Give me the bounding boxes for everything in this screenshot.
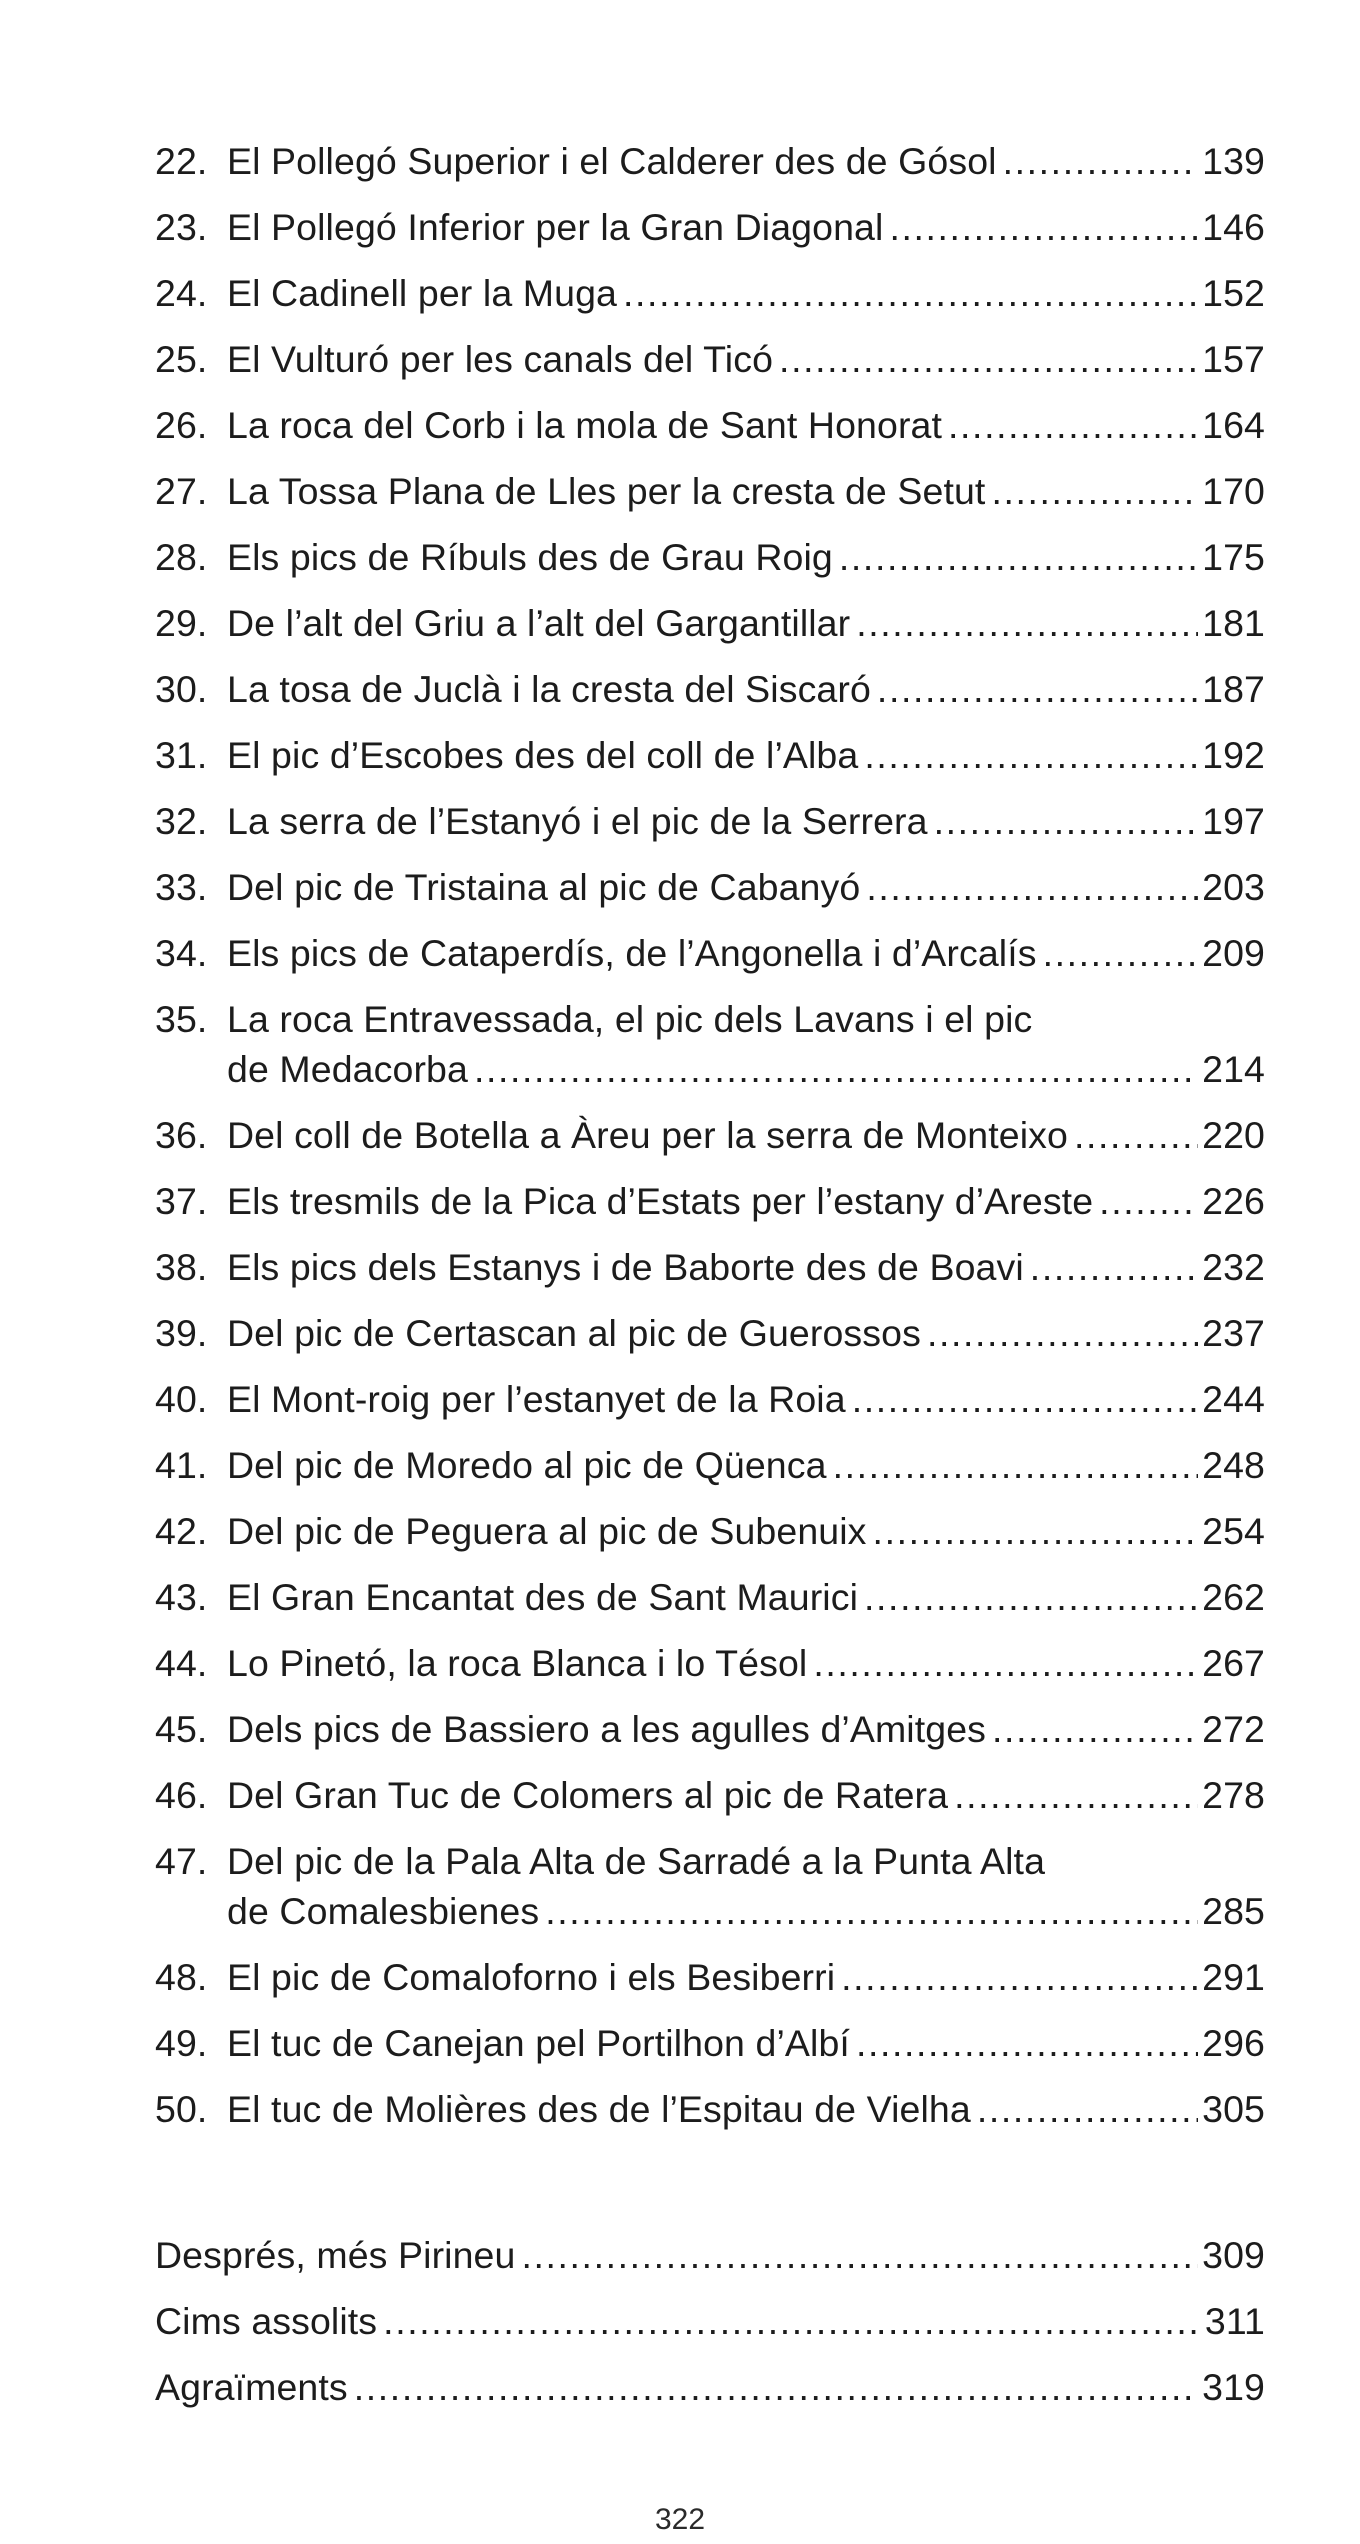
entry-spacing <box>155 1292 1265 1308</box>
toc-entry-number: 28. <box>155 536 208 578</box>
toc-entry-title: El Mont-roig per l’estanyet de la Roia <box>227 1378 846 1420</box>
toc-entry-page: 254 <box>1202 1510 1265 1552</box>
toc-entry-number: 48. <box>155 1956 208 1998</box>
toc-entry-page: 220 <box>1202 1114 1265 1156</box>
toc-entry-number: 26. <box>155 404 208 446</box>
entry-spacing <box>155 2068 1265 2084</box>
toc-entry-number: 39. <box>155 1312 208 1354</box>
toc-entry-line <box>227 532 1265 582</box>
toc-entry-page: 244 <box>1202 1378 1265 1420</box>
toc-entry <box>155 1952 1265 2002</box>
toc-entry-title: Dels pics de Bassiero a les agulles d’Amitges <box>227 1708 987 1750</box>
toc-entry-body <box>227 730 1265 780</box>
toc-entry-page: 181 <box>1202 602 1265 644</box>
entry-spacing <box>155 450 1265 466</box>
toc-entry-line <box>227 334 1265 384</box>
back-matter-entry <box>155 2296 1265 2346</box>
toc-entry-line <box>227 1308 1265 1358</box>
toc-entry-body <box>227 1374 1265 1424</box>
toc-entry-line <box>227 928 1265 978</box>
toc-entry <box>155 1308 1265 1358</box>
toc-entry-line <box>227 862 1265 912</box>
toc-entry-page: 272 <box>1202 1708 1265 1750</box>
entry-spacing <box>155 1820 1265 1836</box>
toc-entry-page: 232 <box>1202 1246 1265 1288</box>
toc-entry-line <box>227 796 1265 846</box>
toc-entry-page: 267 <box>1202 1642 1265 1684</box>
toc-entry-line <box>227 730 1265 780</box>
dot-leader <box>991 466 1198 516</box>
toc-entry-body <box>227 1770 1265 1820</box>
toc-entry-body <box>227 1176 1265 1226</box>
entry-spacing <box>155 2002 1265 2018</box>
entry-spacing <box>155 2412 1265 2428</box>
toc-entry-title: El Gran Encantat des de Sant Maurici <box>227 1576 859 1618</box>
toc-entry-line <box>227 1044 1265 1094</box>
entry-spacing <box>155 186 1265 202</box>
toc-entry-line <box>227 136 1265 186</box>
entry-spacing <box>155 1622 1265 1638</box>
toc-entry-title: El tuc de Molières des de l’Espitau de Vielha <box>227 2088 971 2130</box>
entry-spacing <box>155 516 1265 532</box>
toc-entry <box>155 1176 1265 1226</box>
page-number: 322 <box>654 2503 706 2536</box>
entry-spacing <box>155 1936 1265 1952</box>
dot-leader <box>839 532 1198 582</box>
toc-entry-page: 187 <box>1202 668 1265 710</box>
toc-entry-page: 192 <box>1202 734 1265 776</box>
toc-entry-body <box>227 1506 1265 1556</box>
dot-leader <box>383 2296 1201 2346</box>
toc-entry-body <box>227 1952 1265 2002</box>
dot-leader <box>954 1770 1198 1820</box>
toc-entry-title: Del coll de Botella a Àreu per la serra de Monteixo <box>227 1114 1068 1156</box>
toc-entry-body <box>227 466 1265 516</box>
toc-entry-page: 139 <box>1202 140 1265 182</box>
dot-leader <box>521 2230 1198 2280</box>
toc-entry-number: 34. <box>155 932 208 974</box>
entry-spacing <box>155 780 1265 796</box>
toc-entry-page: 226 <box>1202 1180 1265 1222</box>
toc-entry-page: 296 <box>1202 2022 1265 2064</box>
toc-entry <box>155 136 1265 186</box>
entry-spacing <box>155 1358 1265 1374</box>
dot-leader <box>545 1886 1198 1936</box>
toc-entry-title: La serra de l’Estanyó i el pic de la Serrera <box>227 800 928 842</box>
toc-entry-number: 32. <box>155 800 208 842</box>
dot-leader <box>948 400 1198 450</box>
toc-entry-line <box>227 2018 1265 2068</box>
section-spacer <box>155 2150 1265 2230</box>
toc-entry-page: 157 <box>1202 338 1265 380</box>
entry-spacing <box>155 648 1265 664</box>
dot-leader <box>856 598 1198 648</box>
toc-entry-body <box>155 2296 1265 2346</box>
toc-entry-page: 203 <box>1202 866 1265 908</box>
toc-entry-line <box>227 1704 1265 1754</box>
toc-entry-title: El Cadinell per la Muga <box>227 272 618 314</box>
dot-leader <box>866 862 1198 912</box>
toc-entry-number: 24. <box>155 272 208 314</box>
toc-entry-line <box>155 2296 1265 2346</box>
dot-leader <box>864 730 1198 780</box>
toc-entry <box>155 1572 1265 1622</box>
dot-leader <box>1043 928 1199 978</box>
toc-entry <box>155 664 1265 714</box>
toc-entry-title: La tosa de Juclà i la cresta del Siscaró <box>227 668 871 710</box>
toc-entry-body <box>227 598 1265 648</box>
dot-leader <box>841 1952 1198 2002</box>
entry-spacing <box>155 714 1265 730</box>
toc-entry-line <box>155 2362 1265 2412</box>
toc-entry-number: 42. <box>155 1510 208 1552</box>
toc-entry-number: 33. <box>155 866 208 908</box>
toc-entry-body <box>227 532 1265 582</box>
dot-leader <box>877 664 1198 714</box>
toc-entry-title: De l’alt del Griu a l’alt del Gargantillar <box>227 602 851 644</box>
toc-entry <box>155 1242 1265 1292</box>
toc-entry-body <box>227 994 1265 1094</box>
dot-leader <box>977 2084 1198 2134</box>
entry-spacing <box>155 2134 1265 2150</box>
toc-entry <box>155 598 1265 648</box>
toc-entry-page: 319 <box>1202 2366 1265 2408</box>
dot-leader <box>927 1308 1198 1358</box>
toc-entry-number: 27. <box>155 470 208 512</box>
toc-entry-line <box>227 2084 1265 2134</box>
toc-entry <box>155 466 1265 516</box>
toc-entry-body <box>227 1110 1265 1160</box>
toc-entry <box>155 1506 1265 1556</box>
dot-leader <box>1030 1242 1198 1292</box>
toc-entry-title: Del pic de la Pala Alta de Sarradé a la Punta Alta <box>227 1840 1046 1882</box>
toc-entry-title: Els pics de Ríbuls des de Grau Roig <box>227 536 833 578</box>
toc-entry-body <box>227 268 1265 318</box>
toc-entry-number: 25. <box>155 338 208 380</box>
toc-entry-number: 45. <box>155 1708 208 1750</box>
toc-entry <box>155 1110 1265 1160</box>
toc-entry-line <box>155 2230 1265 2280</box>
entry-spacing <box>155 1424 1265 1440</box>
toc-entry-line <box>227 202 1265 252</box>
toc-entry-page: 278 <box>1202 1774 1265 1816</box>
toc-entry-number: 46. <box>155 1774 208 1816</box>
dot-leader <box>889 202 1198 252</box>
toc-entry-body <box>227 400 1265 450</box>
toc-entry-title: El Pollegó Inferior per la Gran Diagonal <box>227 206 884 248</box>
toc-entry-title: Del pic de Certascan al pic de Guerossos <box>227 1312 921 1354</box>
toc-entry-title: de Medacorba <box>227 1048 468 1090</box>
toc-entry-line <box>227 1572 1265 1622</box>
toc-entry-number: 31. <box>155 734 208 776</box>
toc-entry-number: 36. <box>155 1114 208 1156</box>
dot-leader <box>474 1044 1198 1094</box>
toc-entry <box>155 730 1265 780</box>
toc-entry-body <box>227 1572 1265 1622</box>
toc-entry-title: Del pic de Moredo al pic de Qüenca <box>227 1444 827 1486</box>
toc-entry-title: Després, més Pirineu <box>155 2234 516 2276</box>
toc-entry-title: Els pics dels Estanys i de Baborte des de Boavi <box>227 1246 1024 1288</box>
toc-entry <box>155 1440 1265 1490</box>
back-matter-entry <box>155 2362 1265 2412</box>
dot-leader <box>1074 1110 1198 1160</box>
table-of-contents <box>155 136 1265 2428</box>
toc-entry-line <box>227 1886 1265 1936</box>
toc-entry-body <box>227 1638 1265 1688</box>
entry-spacing <box>155 384 1265 400</box>
toc-entry-line <box>227 1952 1265 2002</box>
toc-entry-body <box>227 202 1265 252</box>
toc-entry-number: 22. <box>155 140 208 182</box>
toc-entry-line <box>227 268 1265 318</box>
dot-leader <box>856 2018 1198 2068</box>
toc-entry-page: 209 <box>1202 932 1265 974</box>
toc-entry <box>155 1704 1265 1754</box>
toc-entry-page: 248 <box>1202 1444 1265 1486</box>
toc-entry-title: La Tossa Plana de Lles per la cresta de Setut <box>227 470 986 512</box>
toc-entry-title: El pic d’Escobes des del coll de l’Alba <box>227 734 859 776</box>
dot-leader <box>779 334 1198 384</box>
toc-entry-number: 23. <box>155 206 208 248</box>
entry-spacing <box>155 1226 1265 1242</box>
entry-spacing <box>155 912 1265 928</box>
toc-entry <box>155 796 1265 846</box>
toc-entry-body <box>227 862 1265 912</box>
toc-entry-title: Del Gran Tuc de Colomers al pic de Ratera <box>227 1774 949 1816</box>
entry-spacing <box>155 1094 1265 1110</box>
toc-entry-line <box>227 664 1265 714</box>
entry-spacing <box>155 1556 1265 1572</box>
toc-entry-line <box>227 1638 1265 1688</box>
toc-entry-title: Lo Pinetó, la roca Blanca i lo Tésol <box>227 1642 808 1684</box>
entry-spacing <box>155 1688 1265 1704</box>
toc-entry <box>155 862 1265 912</box>
toc-entry-number: 38. <box>155 1246 208 1288</box>
toc-entry-body <box>227 1242 1265 1292</box>
toc-entry-page: 170 <box>1202 470 1265 512</box>
toc-entry-title: El pic de Comaloforno i els Besiberri <box>227 1956 836 1998</box>
dot-leader <box>813 1638 1198 1688</box>
toc-entry-line <box>227 400 1265 450</box>
toc-entry-body <box>227 136 1265 186</box>
toc-entry-line <box>227 1110 1265 1160</box>
entry-spacing <box>155 1490 1265 1506</box>
toc-entry-title: Del pic de Tristaina al pic de Cabanyó <box>227 866 861 908</box>
entry-spacing <box>155 582 1265 598</box>
toc-entry-line <box>227 994 1265 1044</box>
toc-entry-title: Els pics de Cataperdís, de l’Angonella i d’Arcalís <box>227 932 1037 974</box>
toc-entry-line <box>227 1506 1265 1556</box>
toc-entry-title: El tuc de Canejan pel Portilhon d’Albí <box>227 2022 850 2064</box>
dot-leader <box>852 1374 1198 1424</box>
toc-entry-title: Del pic de Peguera al pic de Subenuix <box>227 1510 867 1552</box>
dot-leader <box>833 1440 1199 1490</box>
toc-entry-body <box>227 1308 1265 1358</box>
toc-entry-line <box>227 466 1265 516</box>
toc-entry <box>155 928 1265 978</box>
entry-spacing <box>155 252 1265 268</box>
toc-entry-body <box>227 928 1265 978</box>
dot-leader <box>934 796 1199 846</box>
toc-entry <box>155 1836 1265 1936</box>
toc-entry <box>155 1770 1265 1820</box>
toc-entry-number: 49. <box>155 2022 208 2064</box>
toc-entry-number: 41. <box>155 1444 208 1486</box>
toc-entry-line <box>227 1440 1265 1490</box>
toc-entry-line <box>227 1836 1265 1886</box>
dot-leader <box>992 1704 1198 1754</box>
toc-entry-body <box>155 2362 1265 2412</box>
toc-entry-title: La roca Entravessada, el pic dels Lavans i el pic <box>227 998 1033 1040</box>
toc-entry-line <box>227 1374 1265 1424</box>
toc-entry-page: 152 <box>1202 272 1265 314</box>
toc-entry-body <box>155 2230 1265 2280</box>
toc-entry-number: 37. <box>155 1180 208 1222</box>
toc-entry-page: 309 <box>1202 2234 1265 2276</box>
toc-entry-title: de Comalesbienes <box>227 1890 540 1932</box>
toc-entry-page: 291 <box>1202 1956 1265 1998</box>
toc-entry-body <box>227 1836 1265 1936</box>
toc-entry-page: 305 <box>1202 2088 1265 2130</box>
entry-spacing <box>155 978 1265 994</box>
toc-entry-body <box>227 2084 1265 2134</box>
dot-leader <box>1003 136 1199 186</box>
toc-entry-page: 285 <box>1202 1890 1265 1932</box>
toc-entry <box>155 532 1265 582</box>
toc-entry-page: 311 <box>1204 2300 1265 2342</box>
toc-entry-number: 43. <box>155 1576 208 1618</box>
toc-entry-title: El Vulturó per les canals del Ticó <box>227 338 774 380</box>
dot-leader <box>354 2362 1198 2412</box>
toc-entry-number: 30. <box>155 668 208 710</box>
toc-entry-page: 197 <box>1202 800 1265 842</box>
toc-entry-page: 164 <box>1202 404 1265 446</box>
toc-entry-line <box>227 1176 1265 1226</box>
toc-entry-body <box>227 1440 1265 1490</box>
toc-entry-title: El Pollegó Superior i el Calderer des de Gósol <box>227 140 997 182</box>
toc-entry-title: Agraïments <box>155 2366 348 2408</box>
toc-entry-page: 237 <box>1202 1312 1265 1354</box>
entry-spacing <box>155 1160 1265 1176</box>
toc-entry-page: 262 <box>1202 1576 1265 1618</box>
entry-spacing <box>155 846 1265 862</box>
toc-entry-page: 214 <box>1202 1048 1265 1090</box>
toc-entry-number: 35. <box>155 998 208 1040</box>
toc-entry <box>155 2084 1265 2134</box>
entry-spacing <box>155 2346 1265 2362</box>
toc-entry-line <box>227 598 1265 648</box>
toc-entry-title: La roca del Corb i la mola de Sant Honorat <box>227 404 943 446</box>
toc-entry-body <box>227 2018 1265 2068</box>
toc-entry-number: 50. <box>155 2088 208 2130</box>
toc-entry-page: 146 <box>1202 206 1265 248</box>
toc-entry-page: 175 <box>1202 536 1265 578</box>
toc-entry-number: 29. <box>155 602 208 644</box>
toc-entry <box>155 1374 1265 1424</box>
toc-entry-title: Cims assolits <box>155 2300 378 2342</box>
toc-entry <box>155 2018 1265 2068</box>
dot-leader <box>864 1572 1198 1622</box>
entry-spacing <box>155 1754 1265 1770</box>
back-matter-entry <box>155 2230 1265 2280</box>
toc-entry <box>155 268 1265 318</box>
entry-spacing <box>155 2280 1265 2296</box>
toc-entry-number: 40. <box>155 1378 208 1420</box>
toc-entry-number: 44. <box>155 1642 208 1684</box>
entry-spacing <box>155 318 1265 334</box>
toc-entry-body <box>227 664 1265 714</box>
toc-entry <box>155 400 1265 450</box>
toc-entry-line <box>227 1770 1265 1820</box>
toc-entry-title: Els tresmils de la Pica d’Estats per l’estany d’Areste <box>227 1180 1094 1222</box>
toc-entry-body <box>227 1704 1265 1754</box>
dot-leader <box>623 268 1198 318</box>
toc-entry-body <box>227 334 1265 384</box>
toc-entry-body <box>227 796 1265 846</box>
toc-entry <box>155 1638 1265 1688</box>
dot-leader <box>1099 1176 1198 1226</box>
toc-entry <box>155 994 1265 1094</box>
toc-entry-line <box>227 1242 1265 1292</box>
dot-leader <box>873 1506 1199 1556</box>
toc-entry-number: 47. <box>155 1840 208 1882</box>
toc-entry <box>155 202 1265 252</box>
toc-entry <box>155 334 1265 384</box>
